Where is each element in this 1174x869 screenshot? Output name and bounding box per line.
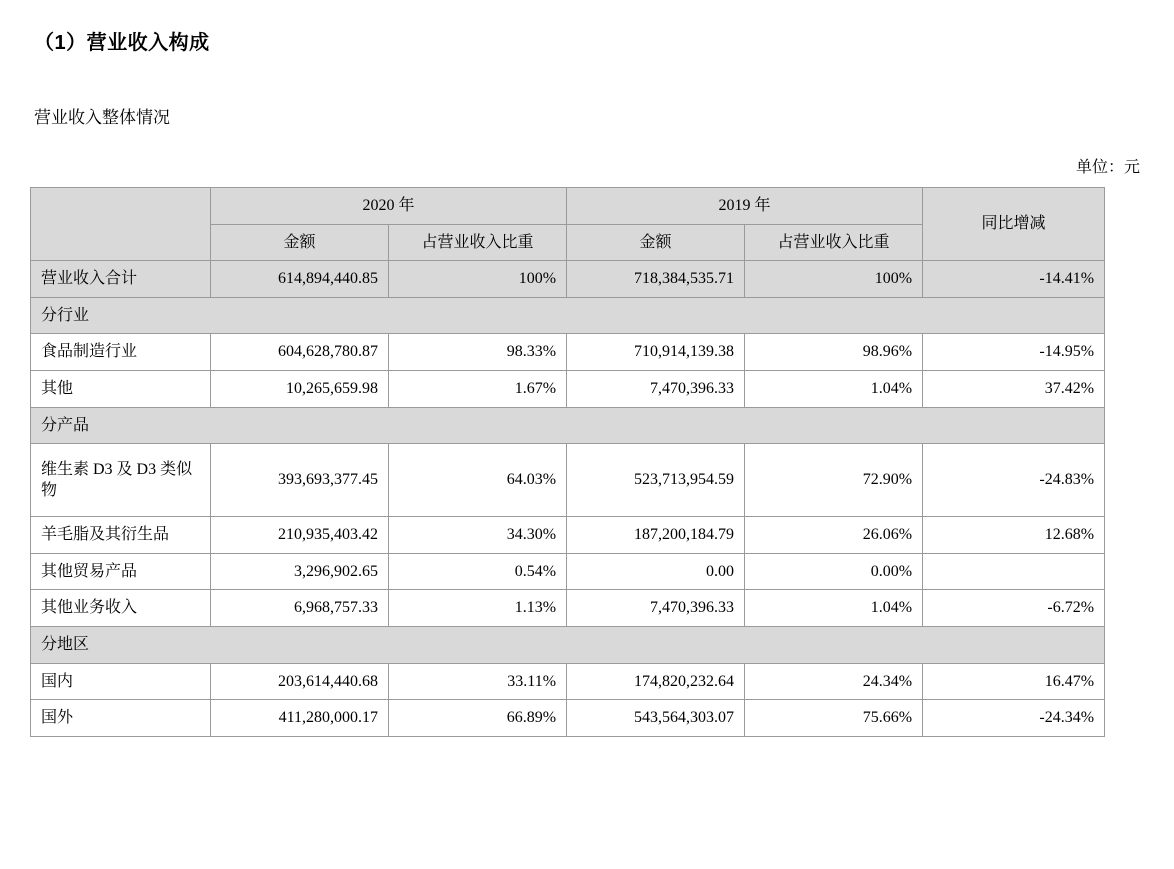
table-row [31,590,1105,627]
row-label: 羊毛脂及其衍生品 [31,517,211,554]
cell-yoy: -6.72% [923,590,1105,627]
table-head [31,188,1105,261]
revenue-composition-table [30,187,1105,737]
table-header-row-1 [31,188,1105,225]
group-label: 分地区 [31,626,1105,663]
cell-amount-2020: 393,693,377.45 [211,444,389,517]
cell-ratio-2019: 75.66% [745,700,923,737]
cell-ratio-2020: 66.89% [389,700,567,737]
cell-amount-2020: 10,265,659.98 [211,370,389,407]
cell-amount-2019: 187,200,184.79 [567,517,745,554]
row-label: 其他贸易产品 [31,553,211,590]
cell-ratio-2020: 1.67% [389,370,567,407]
cell-ratio-2019: 24.34% [745,663,923,700]
table-group-row [31,297,1105,334]
page-title: （1）营业收入构成 [34,32,210,54]
cell-amount-2020: 614,894,440.85 [211,261,389,298]
cell-ratio-2020: 64.03% [389,444,567,517]
cell-ratio-2020: 100% [389,261,567,298]
cell-amount-2020: 604,628,780.87 [211,334,389,371]
group-label: 分产品 [31,407,1105,444]
header-year-2019: 2019 年 [567,188,923,225]
row-label: 国外 [31,700,211,737]
table-row [31,334,1105,371]
cell-amount-2019: 718,384,535.71 [567,261,745,298]
cell-yoy: -24.83% [923,444,1105,517]
row-label: 营业收入合计 [31,261,211,298]
cell-ratio-2019: 100% [745,261,923,298]
table-row [31,700,1105,737]
document-page [0,18,1174,869]
cell-yoy: 37.42% [923,370,1105,407]
cell-amount-2019: 0.00 [567,553,745,590]
cell-ratio-2019: 72.90% [745,444,923,517]
cell-ratio-2020: 1.13% [389,590,567,627]
cell-yoy: -24.34% [923,700,1105,737]
row-label: 其他 [31,370,211,407]
table-row [31,370,1105,407]
cell-amount-2019: 174,820,232.64 [567,663,745,700]
cell-ratio-2020: 98.33% [389,334,567,371]
cell-ratio-2019: 0.00% [745,553,923,590]
table-row [31,663,1105,700]
cell-amount-2020: 203,614,440.68 [211,663,389,700]
cell-amount-2020: 6,968,757.33 [211,590,389,627]
cell-ratio-2020: 34.30% [389,517,567,554]
cell-amount-2019: 7,470,396.33 [567,370,745,407]
cell-ratio-2019: 1.04% [745,370,923,407]
cell-ratio-2019: 26.06% [745,517,923,554]
header-year-2020: 2020 年 [211,188,567,225]
cell-yoy: -14.95% [923,334,1105,371]
cell-amount-2020: 210,935,403.42 [211,517,389,554]
table-row [31,517,1105,554]
cell-amount-2019: 523,713,954.59 [567,444,745,517]
table-row [31,553,1105,590]
table-body [31,261,1105,737]
cell-ratio-2019: 98.96% [745,334,923,371]
unit-note: 单位：元 [1075,159,1140,176]
cell-ratio-2020: 33.11% [389,663,567,700]
header-yoy-change: 同比增减 [923,188,1105,261]
row-label: 其他业务收入 [31,590,211,627]
header-corner-blank [31,188,211,261]
table-group-row [31,626,1105,663]
cell-yoy: -14.41% [923,261,1105,298]
header-ratio-2020: 占营业收入比重 [389,224,567,261]
cell-ratio-2019: 1.04% [745,590,923,627]
header-amount-2019: 金额 [567,224,745,261]
cell-amount-2019: 7,470,396.33 [567,590,745,627]
row-label: 食品制造行业 [31,334,211,371]
group-label: 分行业 [31,297,1105,334]
header-ratio-2019: 占营业收入比重 [745,224,923,261]
cell-yoy [923,553,1105,590]
row-label: 国内 [31,663,211,700]
row-label: 维生素 D3 及 D3 类似物 [31,444,211,517]
cell-amount-2020: 3,296,902.65 [211,553,389,590]
table-total-row [31,261,1105,298]
cell-ratio-2020: 0.54% [389,553,567,590]
table-row [31,444,1105,517]
cell-yoy: 16.47% [923,663,1105,700]
cell-yoy: 12.68% [923,517,1105,554]
cell-amount-2019: 710,914,139.38 [567,334,745,371]
cell-amount-2020: 411,280,000.17 [211,700,389,737]
table-group-row [31,407,1105,444]
header-amount-2020: 金额 [211,224,389,261]
cell-amount-2019: 543,564,303.07 [567,700,745,737]
lead-paragraph: 营业收入整体情况 [34,108,170,127]
